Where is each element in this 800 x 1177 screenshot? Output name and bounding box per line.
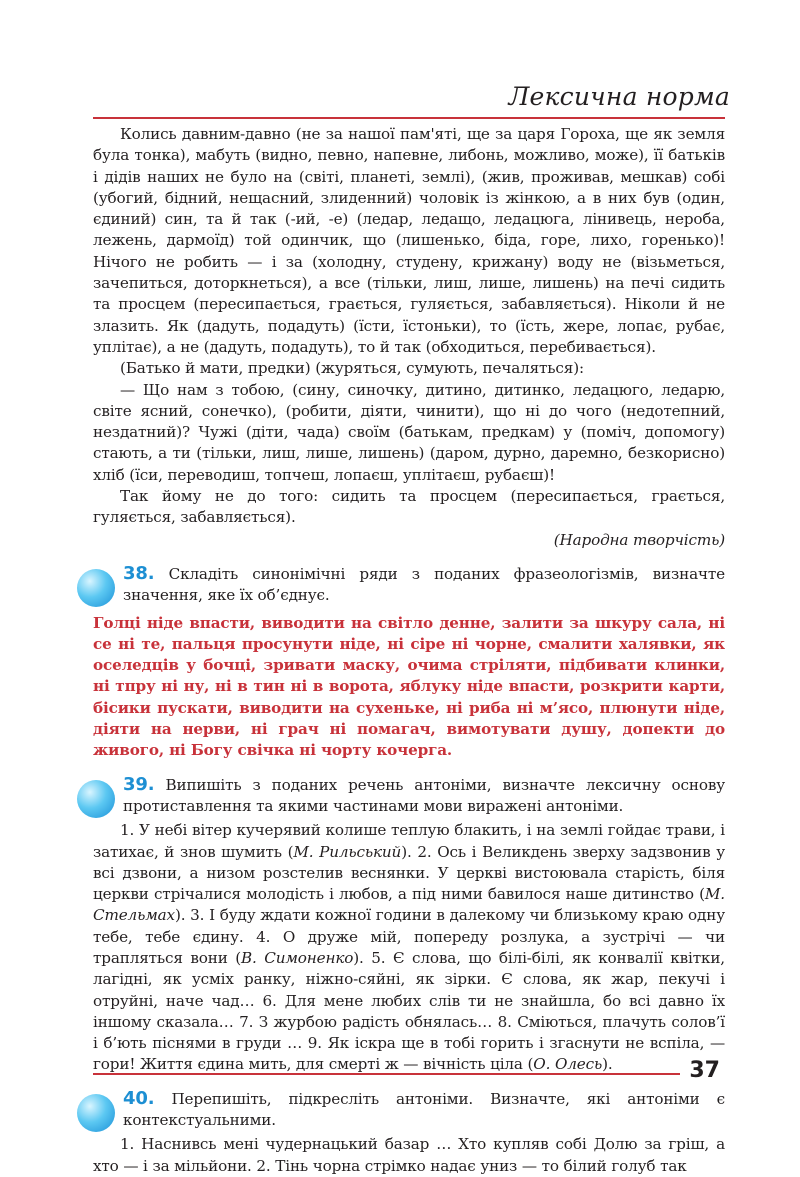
- author: В. Симоненко: [241, 948, 354, 967]
- intro-paragraph-1: Колись давним-давно (не за нашої пам'яті, ще за царя Гороха, ще як земля була тонка), мабуть (видно, певно, напевне, либонь, можливо, може), її батьків і дідів наших не було на (світі, планеті, землі), (жив, проживав, мешкав) собі (убогий, бідний, нещасний, злиденний) чоловік із жінкою, а в них був (один, єдиний) син, та й так (-ий, -е) (ледар, ледащо, ледацюга, лінивець, нероба, лежень, дармоїд) той одинчик, що (лишенько, біда, горе, лихо, горенько)! Нічого не робить — і за (холодну, студену, крижану) воду не (візьметься, зачепиться, доторкнеться), а все (тільки, лиш, лише, лишень) на печі сидить та просцем (пересипається, грається, гуляється, забавляється). Ніколи й не злазить. Як (дадуть, подадуть) (їсти, їстоньки), то (їсть, жере, лопає, рубає, уплітає), а не (дадуть, подадуть), то й так (обходиться, перебивається).: [93, 125, 725, 356]
- task-instruction: Складіть синонімічні ряди з поданих фразеологізмів, визначте значення, яке їх об’єднує.: [123, 564, 725, 605]
- author: О. Олесь: [533, 1055, 603, 1074]
- task-marker-icon: [77, 1094, 115, 1132]
- task-39: [93, 774, 725, 818]
- page-content: [93, 124, 725, 1177]
- author: М. Рильський: [293, 842, 402, 861]
- task-number: 38.: [123, 562, 155, 584]
- intro-source-name: Народна творчість: [559, 530, 720, 549]
- task-38: [93, 563, 725, 607]
- task-39-text: 1. У небі вітер кучерявий колише теплую блакить, і на землі гойдає трави, і затихає, й знов шумить (М. Рильський). 2. Ось і Великдень зверху задзвонив у всі дзвони, а низом розстелив веснянки. У церкві вистоювала старість, біля церкви стрічалися молодість і любов, а під ними бавилося наше дитинство (М. Стельмах). 3. І буду ждати кожної години в далекому чи близькому краю одну тебе, тебе єдину. 4. О друже мій, попереду розлука, а зустрічі — чи трапляться вони (В. Симоненко). 5. Є слова, що білі-білі, як конвалії квітки, лагідні, як усміх ранку, ніжно-сяйні, як зірки. Є слова, як жар, пекучі і отруйні, наче чад… 6. Для мене любих слів ти не знайшла, бо всі давно їх іншому сказала… 7. З журбою радість обнялась… 8. Сміються, плачуть солов’ї і б’ють піснями в груди … 9. Як іскра ще в тобі горить і згаснути не вспіла, — гори! Життя єдина мить, для смерті ж — вічність ціла (О. Олесь).: [93, 821, 725, 1074]
- task-40-text: 1. Наснивсь мені чудернацький базар … Хто купляв собі Долю за гріш, а хто — і за мільйони. 2. Тінь чорна стрімко надає униз — то білий голуб так: [93, 1135, 725, 1175]
- footer-rule: [93, 1073, 680, 1075]
- phraseologisms-list: Голці ніде впасти, виводити на світло денне, залити за шкуру сала, ні се ні те, пальця просунути ніде, ні сіре ні чорне, смалити халявки, як оселедців у бочці, зривати маску, очима стріляти, підбивати клинки, ні тпру ні ну, ні в тин ні в ворота, яблуку ніде впасти, розкрити карти, бісики пускати, виводити на сухеньке, ні риба ні м’ясо, плюнути ніде, діяти на нерви, ні грач ні помагач, вимотувати душу, допекти до живого, ні Богу свічка ні чорту кочерга.: [93, 613, 725, 760]
- intro-paragraph-3: — Що нам з тобою, (сину, синочку, дитино, дитинко, ледацюго, ледарю, світе ясний, сонечко), (робити, діяти, чинити), що ні до чого (недотепний, нездатний)? Чужі (діти, чада) своїм (батькам, предкам) у (поміч, допомогу) стають, а ти (тільки, лиш, лише, лишень) (даром, дурно, даремно, безкорисно) хліб (їси, переводиш, топчеш, лопаєш, уплітаєш, рубаєш)!: [93, 380, 725, 484]
- task-40: [93, 1088, 725, 1132]
- author: М. Стельмах: [93, 885, 725, 925]
- task-number: 39.: [123, 773, 155, 795]
- section-title: Лексична норма: [508, 82, 730, 111]
- task-marker-icon: [77, 780, 115, 818]
- intro-source: (Народна творчість): [553, 530, 725, 549]
- task-marker-icon: [77, 569, 115, 607]
- intro-paragraph-4: Так йому не до того: сидить та просцем (пересипається, грається, гуляється, забавляється).: [93, 487, 725, 527]
- intro-paragraph-2: (Батько й мати, предки) (журяться, сумують, печаляться):: [120, 359, 584, 378]
- header-rule: [93, 117, 725, 119]
- page-number: 37: [689, 1058, 720, 1083]
- task-number: 40.: [123, 1087, 155, 1109]
- task-instruction: Перепишіть, підкресліть антоніми. Визначте, які антоніми є контекстуальними.: [123, 1089, 725, 1130]
- task-instruction: Випишіть з поданих речень антоніми, визначте лексичну основу протиставлення та якими частинами мови виражені антоніми.: [123, 775, 726, 815]
